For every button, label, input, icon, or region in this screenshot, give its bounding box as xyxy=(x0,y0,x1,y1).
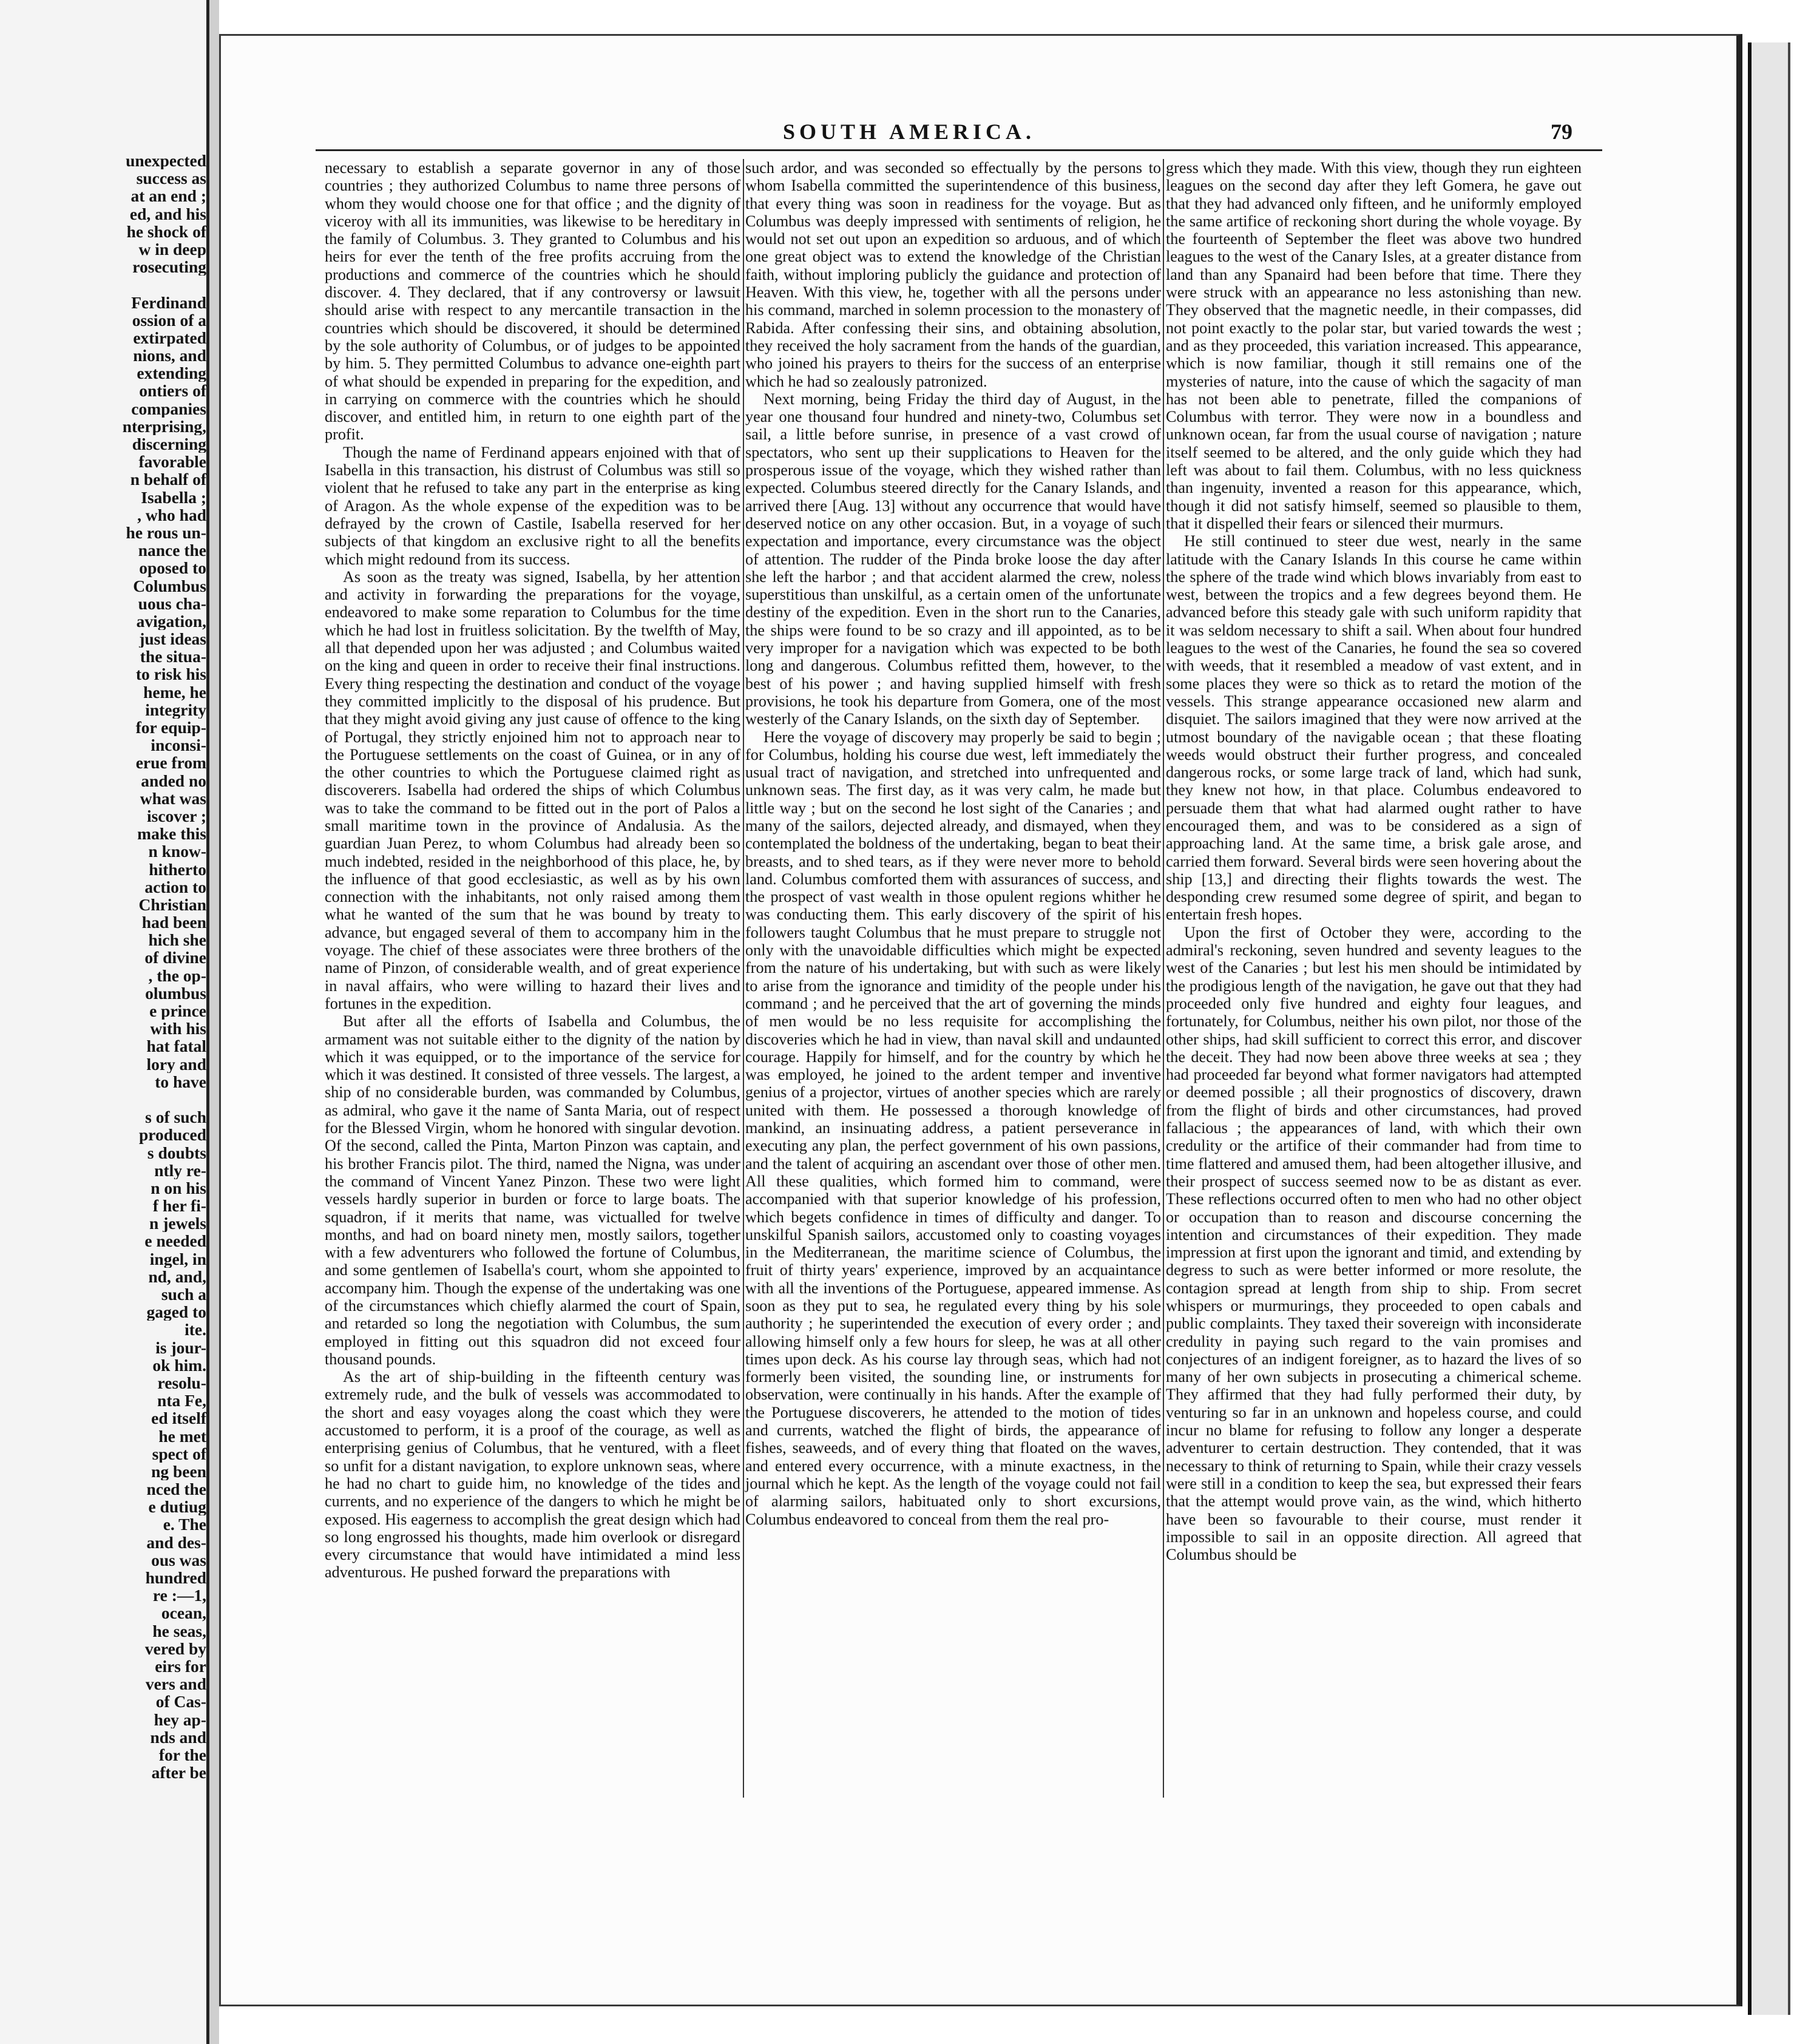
facing-page-line: success as xyxy=(136,169,206,188)
facing-page-line: nta Fe, xyxy=(157,1392,206,1410)
column-rule xyxy=(743,159,744,1798)
facing-page-line: vered by xyxy=(144,1639,206,1657)
facing-page-line: ous was xyxy=(151,1551,206,1569)
facing-page-line xyxy=(6,1091,206,1108)
text-column-3 xyxy=(1166,159,1582,1563)
facing-page-line: after be xyxy=(151,1764,206,1782)
page-gutter xyxy=(209,0,219,2044)
facing-page-line: nd, and, xyxy=(148,1267,206,1285)
facing-page-line: f her fi- xyxy=(152,1197,206,1215)
facing-page-line: nions, and xyxy=(133,347,206,365)
facing-page-line: , the op- xyxy=(148,966,206,984)
facing-page-line: gaged to xyxy=(146,1303,206,1321)
facing-page-line: Ferdinand xyxy=(131,293,206,311)
facing-page-line: produced xyxy=(138,1126,206,1144)
facing-page-line: at an end ; xyxy=(130,187,206,205)
facing-page-line: for the xyxy=(158,1745,206,1764)
facing-page-line: discerning xyxy=(132,435,206,453)
facing-page-line: iscover ; xyxy=(147,807,206,825)
facing-page-line: the situa- xyxy=(140,648,206,666)
facing-page-line: inconsi- xyxy=(151,736,206,754)
facing-page-line: w in deep xyxy=(138,240,206,259)
facing-page-line: s of such xyxy=(145,1108,206,1126)
facing-page-line: lory and xyxy=(146,1055,206,1073)
article-paragraph: As the art of ship-building in the fifteenth century was extremely rude, and the bulk of vessels was accommodated to the short and easy voyages along the coast which they were accustomed to perform, it is a proof of the courage, as well as enterprising genius of Columbus, that he ventured, with a fleet so unfit for a distant navigation, to explore unknown seas, where he had no chart to guide him, no knowledge of the tides and currents, and no experience of the dangers to which he might be exposed. His eagerness to accomplish the great design which had so long engrossed his thoughts, made him overlook or disregard every circumstance that would have intimidated a mind less adventurous. He pushed forward the preparations with xyxy=(325,1368,740,1582)
article-paragraph: As soon as the treaty was signed, Isabella, by her attention and activity in forwarding the preparations for the voyage, endeavored to make some reparation to Columbus for the time which he had lost in fruitless solicitation. By the twelfth of May, all that depended upon her was adjusted ; and Columbus waited on the king and queen in order to receive their final instructions. Every thing respecting the destination and conduct of the voyage they committed implicitly to the disposal of his prudence. But that they might avoid giving any just cause of offence to the king of Portugal, they strictly enjoined him not to approach near to the Portuguese settlements on the coast of Guinea, or in any of the other countries to which the Portuguese claimed right as discoverers. Isabella had ordered the ships of which Columbus was to take the command to be fitted out in the port of Palos a small maritime town in the province of Andalusia. As the guardian Juan Perez, to whom Columbus had already been so much indebted, resided in the neighborhood of this place, he, by the influence of that good ecclesiastic, as well as by his own connection with the inhabitants, not only raised among them what he wanted of the sum that he was bound by treaty to advance, but engaged several of them to accompany him in the voyage. The chief of these associates were three brothers of the name of Pinzon, of considerable wealth, and of great experience in naval affairs, who were willing to hazard their lives and fortunes in the expedition. xyxy=(325,567,740,1012)
facing-page-line: ntly re- xyxy=(154,1161,206,1179)
facing-page-line: n know- xyxy=(148,842,206,861)
facing-page-line: olumbus xyxy=(145,984,206,1002)
facing-page-line: ocean, xyxy=(161,1604,206,1622)
facing-page-line: of divine xyxy=(144,949,206,967)
facing-page-line: ontiers of xyxy=(139,382,206,400)
facing-page-line: anded no xyxy=(141,771,206,790)
facing-page-line: hitherto xyxy=(149,860,206,878)
facing-page-line: what was xyxy=(140,789,206,807)
facing-page-line: rosecuting xyxy=(132,258,206,276)
facing-page-line: e needed xyxy=(144,1232,206,1250)
facing-page-line: s doubts xyxy=(147,1143,206,1162)
facing-page-line: nance the xyxy=(138,541,206,560)
facing-page-line xyxy=(6,276,206,293)
text-column-1 xyxy=(325,159,740,1582)
facing-page-line: oposed to xyxy=(139,559,206,577)
facing-page-line: just ideas xyxy=(139,630,206,648)
article-paragraph: such ardor, and was seconded so effectually by the persons to whom Isabella committed the superintendence of this business, that every thing was soon in readiness for the voyage. But as Columbus was deeply impressed with sentiments of religion, he would not set out upon an expedition so arduous, and of which one great object was to extend the knowledge of the Christian faith, without imploring publicly the guidance and protection of Heaven. With this view, he, together with all the persons under his command, marched in solemn procession to the monastery of Rabida. After confessing their sins, and obtaining absolution, they received the holy sacrament from the hands of the guardian, who joined his prayers to theirs for the success of an enterprise which he had so zealously patronized. xyxy=(745,159,1161,390)
facing-page-line: re :—1, xyxy=(152,1586,206,1605)
facing-page-line: had been xyxy=(141,913,206,932)
facing-page-line: integrity xyxy=(145,700,206,719)
article-paragraph: Next morning, being Friday the third day of August, in the year one thousand four hundred and ninety-two, Columbus set sail, a little before sunrise, in presence of a vast crowd of spectators, who sent up their supplications to Heaven for the prosperous issue of the voyage, which they wished rather than expected. Columbus steered directly for the Canary Islands, and arrived there [Aug. 13] without any occurrence that would have deserved notice on any other occasion. But, in a voyage of such expectation and importance, every circumstance was the object of attention. The rudder of the Pinda broke loose the day after she left the harbor ; and that accident alarmed the crew, noless superstitious than unskilful, as a certain omen of the unfortunate destiny of the expedition. Even in the short run to the Canaries, the ships were found to be so crazy and ill appointed, as to be very improper for a navigation which was expected to be both long and dangerous. Columbus refitted them, however, to the best of his power ; and having supplied himself with fresh provisions, he took his departure from Gomera, one of the most westerly of the Canary Islands, on the sixth day of September. xyxy=(745,390,1161,728)
article-paragraph: Upon the first of October they were, according to the admiral's reckoning, seven hundred and seventy leagues to the west of the Canaries ; but lest his men should be intimidated by the prodigious length of the navigation, he gave out that they had proceeded only five hundred and eighty four leagues, and fortunately, for Columbus, neither his own pilot, nor those of the other ships, had skill sufficient to correct this error, and discover the deceit. They had now been above three weeks at sea ; they had proceeded far beyond what former navigators had attempted or deemed possible ; all their prognostics of discovery, drawn from the flight of birds and other circumstances, had proved fallacious ; the appearances of land, with which their own credulity or the artifice of their commander had from time to time flattered and amused them, had been altogether illusive, and their prospect of success seemed now to be as distant as ever. These reflections occurred often to men who had no other object or occupation than to reason and discourse concerning the intention and circumstances of their expedition. They made impression at first upon the ignorant and timid, and extending by degress to such as were better informed or more resolute, the contagion spread at length from ship to ship. From secret whispers or murmurings, they proceeded to open cabals and public complaints. They taxed their sovereign with inconsiderate credulity in paying such regard to the vain promises and conjectures of an indigent foreigner, as to hazard the lives of so many of her own subjects in prosecuting a chimerical scheme. They affirmed that they had fully performed their duty, by venturing so far in an unknown and hopeless course, and could incur no blame for refusing to follow any longer a desperate adventurer to certain destruction. They contended, that it was necessary to think of returning to Spain, while their crazy vessels were still in a condition to keep the sea, but expressed their fears that the attempt would prove vain, as the wind, which hitherto have been so favourable to their course, must render it impossible to sail in an opposite direction. All agreed that Columbus should be xyxy=(1166,923,1582,1564)
facing-page-line: Christian xyxy=(138,895,206,914)
facing-page-line: extending xyxy=(137,364,206,382)
column-rule xyxy=(1163,159,1164,1798)
facing-page-line: avigation, xyxy=(136,612,206,631)
facing-page-line: ng been xyxy=(151,1462,206,1481)
facing-page-text-edge xyxy=(6,152,206,1781)
facing-page-line: n behalf of xyxy=(130,470,206,489)
facing-page-line: and des- xyxy=(146,1533,206,1551)
article-paragraph: He still continued to steer due west, nearly in the same latitude with the Canary Islands In this course he came within the sphere of the trade wind which blows invariably from east to west, between the tropics and a few degrees beyond them. He advanced before this steady gale with such uniform rapidity that it was seldom necessary to shift a sail. When about four hundred leagues to the west of the Canaries, he found the sea so covered with weeds, that it resembled a meadow of vast extent, and in some places they were so thick as to retard the motion of the vessels. This strange appearance occasioned new alarm and disquiet. The sailors imagined that they were now arrived at the utmost boundary of the navigable ocean ; that these floating weeds would obstruct their further progress, and concealed dangerous rocks, or some large track of land, which had sunk, they knew not how, in that place. Columbus endeavored to persuade them that what had alarmed ought rather to have encouraged them, and was to be considered as a sign of approaching land. At the same time, a brisk gale arose, and carried them forward. Several birds were seen hovering about the ship [13,] and directing their flights towards the west. The desponding crew resumed some degree of spirit, and began to entertain fresh hopes. xyxy=(1166,532,1582,924)
facing-page-line: nterprising, xyxy=(122,417,206,435)
facing-page-line: he shock of xyxy=(126,222,206,240)
facing-page-line: ossion of a xyxy=(132,311,206,329)
facing-page-line: ite. xyxy=(184,1321,206,1339)
page-edge-binding xyxy=(1748,42,1790,2015)
facing-page-line: eirs for xyxy=(155,1657,206,1676)
facing-page-line: to risk his xyxy=(135,665,206,683)
facing-page-line: companies xyxy=(131,399,206,418)
facing-page-line: ingel, in xyxy=(149,1250,206,1268)
facing-page-line: hey ap- xyxy=(154,1710,206,1728)
facing-page-line: he seas, xyxy=(152,1622,206,1640)
facing-page-line: for equip- xyxy=(135,719,206,737)
facing-page-line: resolu- xyxy=(157,1373,206,1392)
facing-page-line: e prince xyxy=(149,1002,206,1020)
facing-page-line: ed itself xyxy=(151,1409,206,1427)
text-column-2 xyxy=(745,159,1161,1528)
facing-page-line: nds and xyxy=(150,1728,206,1746)
facing-page-line: to have xyxy=(155,1072,206,1091)
facing-page-line: he rous un- xyxy=(126,523,206,542)
facing-page-line: uous cha- xyxy=(138,594,206,612)
header-rule xyxy=(316,149,1602,151)
facing-page-line: hich she xyxy=(148,931,206,949)
facing-page-fragment xyxy=(0,0,209,2044)
facing-page-line: Columbus xyxy=(133,577,206,595)
facing-page-line: ed, and his xyxy=(129,205,206,223)
facing-page-line: heme, he xyxy=(143,683,206,701)
facing-page-line: , who had xyxy=(137,506,206,524)
facing-page-line: erue from xyxy=(135,754,206,772)
article-paragraph: But after all the efforts of Isabella and Columbus, the armament was not suitable either to the dignity of the nation by which it was equipped, or to the importance of the service for which it was destined. It consisted of three vessels. The largest, a ship of no considerable burden, was commanded by Columbus, as admiral, who gave it the name of Santa Maria, out of respect for the Blessed Virgin, whom he honored with singular devotion. Of the second, called the Pinta, Marton Pinzon was captain, and his brother Francis pilot. The third, named the Nigna, was under the command of Vincent Yanez Pinzon. These two were light vessels hardly superior in burden or force to large boats. The squadron, if it merits that name, was victualled for twelve months, and had on board ninety men, mostly sailors, together with a few adventurers who followed the fortune of Columbus, and some gentlemen of Isabella's court, whom she appointed to accompany him. Though the expense of the undertaking was one of the circumstances which chiefly alarmed the court of Spain, and retarded so long the negotiation with Columbus, the sum employed in fitting out this squadron did not exceed four thousand pounds. xyxy=(325,1012,740,1368)
facing-page-line: is jour- xyxy=(155,1338,206,1356)
page-number: 79 xyxy=(1551,120,1572,144)
article-paragraph: Though the name of Ferdinand appears enjoined with that of Isabella in this transaction, his distrust of Columbus was still so violent that he refused to take any part in the enterprise as king of Aragon. As the whole expense of the expedition was to be defrayed by the crown of Castile, Isabella reserved for her subjects of that kingdom an exclusive right to all the benefits which might redound from its success. xyxy=(325,443,740,568)
facing-page-line: such a xyxy=(161,1285,206,1304)
facing-page-line: Isabella ; xyxy=(141,488,206,506)
facing-page-line: with his xyxy=(150,1020,206,1038)
article-paragraph: necessary to establish a separate governor in any of those countries ; they authorized Columbus to name three persons of whom they would choose one for that office ; and the dignity of viceroy with all its immunities, was likewise to be hereditary in the family of Columbus. 3. They granted to Columbus and his heirs for ever the tenth of the free profits accruing from the productions and commerce of the countries which he should discover. 4. They declared, that if any controversy or lawsuit should arise with respect to any mercantile transaction in the countries which should be discovered, it should be determined by the sole authority of Columbus, or of judges to be appointed by him. 5. They permitted Columbus to advance one-eighth part of what should be expended in preparing for the expedition, and in carrying on commerce with the countries which he should discover, and entitled him, in return to one eighth part of the profit. xyxy=(325,159,740,444)
facing-page-line: e dutiug xyxy=(148,1498,206,1516)
facing-page-line: spect of xyxy=(152,1444,206,1463)
facing-page-line: action to xyxy=(144,878,206,896)
facing-page-line: vers and xyxy=(145,1675,206,1693)
running-title: SOUTH AMERICA. xyxy=(783,120,1036,144)
article-paragraph: gress which they made. With this view, though they run eighteen leagues on the second day after they left Gomera, he gave out that they had advanced only fifteen, and he uniformly employed the same artifice of reckoning short during the whole voyage. By the fourteenth of September the fleet was above two hundred leagues to the west of the Canary Isles, at a greater distance from land than any Spanaird had been before that time. There they were struck with an appearance no less astonishing than new. They observed that the magnetic needle, in their compasses, did not point exactly to the polar star, but varied towards the west ; and as they proceeded, this variation increased. This appearance, which is now familiar, though it still remains one of the mysteries of nature, into the cause of which the sagacity of man has not been able to penetrate, filled the companions of Columbus with terror. They were now in a boundless and unknown ocean, far from the usual course of navigation ; nature itself seemed to be altered, and the only guide which they had left was about to fail them. Columbus, with no less quickness than ingenuity, invented a reason for this appearance, which, though it did not satisfy himself, seemed so plausible to them, that it dispelled their fears or silenced their murmurs. xyxy=(1166,159,1582,532)
facing-page-line: unexpected xyxy=(126,152,206,170)
facing-page-line: n jewels xyxy=(149,1214,206,1233)
facing-page-line: make this xyxy=(137,825,206,843)
facing-page-line: hundred xyxy=(145,1569,206,1587)
facing-page-line: nced the xyxy=(146,1480,206,1498)
facing-page-line: n on his xyxy=(151,1179,206,1197)
facing-page-line: he met xyxy=(158,1427,206,1445)
facing-page-line: ok him. xyxy=(152,1356,206,1374)
facing-page-line: extirpated xyxy=(133,328,206,347)
facing-page-line: e. The xyxy=(163,1515,206,1534)
facing-page-line: hat fatal xyxy=(146,1037,206,1055)
facing-page-line: of Cas- xyxy=(155,1693,206,1711)
article-paragraph: Here the voyage of discovery may properly be said to begin ; for Columbus, holding his course due west, left immediately the usual tract of navigation, and stretched into unfrequented and unknown seas. The first day, as it was very calm, he made but little way ; but on the second he lost sight of the Canaries ; and many of the sailors, dejected already, and dismayed, when they contemplated the boldness of the undertaking, began to beat their breasts, and to shed tears, as if they were never more to behold land. Columbus comforted them with assurances of success, and the prospect of vast wealth in those opulent regions whither he was conducting them. This early discovery of the spirit of his followers taught Columbus that he must prepare to struggle not only with the unavoidable difficulties which might be expected from the nature of his undertaking, but with such as were likely to arise from the ignorance and timidity of the people under his command ; and he perceived that the art of governing the minds of men would be no less requisite for accomplishing the discoveries which he had in view, than naval skill and undaunted courage. Happily for himself, and for the country by which he was employed, he joined to the ardent temper and inventive genius of a projector, virtues of another species which are rarely united with them. He possessed a thorough knowledge of mankind, an insinuating address, a patient perseverance in executing any plan, the perfect government of his own passions, and the talent of acquiring an ascendant over those of other men. All these qualities, which formed him to command, were accompanied with that superior knowledge of his profession, which begets confidence in times of difficulty and danger. To unskilful Spanish sailors, accustomed only to coasting voyages in the Mediterranean, the maritime science of Columbus, the fruit of thirty years' experience, improved by an acquaintance with all the inventions of the Portuguese, appeared immense. As soon as they put to sea, he regulated every thing by his sole authority ; he superintended the execution of every order ; and allowing himself only a few hours for sleep, he was at all other times upon deck. As his course lay through seas, which had not formerly been visited, the sounding line, or instruments for observation, were continually in his hands. After the example of the Portuguese discoverers, he attended to the motion of tides and currents, watched the flight of birds, the appearance of fishes, seaweeds, and of every thing that floated on the waves, and entered every occurrence, with a minute exactness, in the journal which he kept. As the length of the voyage could not fail of alarming sailors, habituated only to short excursions, Columbus endeavored to conceal from them the real pro- xyxy=(745,728,1161,1528)
facing-page-line: favorable xyxy=(138,453,206,471)
